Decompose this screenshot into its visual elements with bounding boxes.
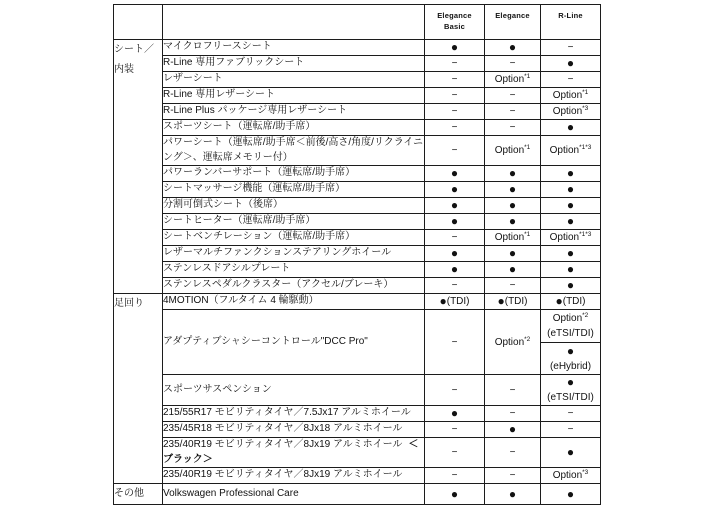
spec-value-cell [425,422,485,438]
spec-row [114,438,601,468]
standard-equipment-icon: ● [450,40,459,54]
category-label-line: シート／ [114,44,154,55]
column-header-line: Basic [443,22,465,31]
spec-row [114,422,601,438]
standard-equipment-icon: ● [508,198,517,212]
spec-value-line: − [509,58,516,69]
spec-row [114,310,601,375]
feature-label-cell: ステンレスドアシルプレート [163,262,425,278]
spec-value-line [541,246,600,261]
spec-value-line [541,56,600,71]
feature-label-cell: 分割可倒式シート（後席） [163,198,425,214]
spec-value-line: − [509,122,516,133]
spec-value-cell [485,230,541,246]
spec-value-line [485,262,540,277]
spec-value-line [541,166,600,181]
spec-value-cell [485,40,541,56]
spec-row [114,484,601,505]
spec-row [114,40,601,56]
spec-value-line: − [451,470,458,481]
spec-value-line: − [509,447,516,458]
spec-value-line: − [451,336,458,348]
feature-label-cell: 235/40R19 モビリティタイヤ／8Jx19 アルミホイール [163,468,425,484]
spec-value-cell [541,484,601,505]
spec-value-line: − [567,408,574,419]
column-header-line: Elegance [495,11,530,20]
standard-equipment-icon: ● [566,246,575,260]
spec-value-line [541,198,600,213]
spec-value-line [425,198,484,213]
spec-value-cell [541,88,601,104]
standard-equipment-icon: ● [566,120,575,134]
category-cell [114,294,163,484]
feature-label-cell: Volkswagen Professional Care [163,484,425,505]
spec-value-cell [425,56,485,72]
spec-row [114,136,601,166]
spec-value-cell [485,166,541,182]
spec-value-line: − [567,424,574,435]
standard-equipment-icon: ● [566,166,575,180]
spec-row [114,468,601,484]
spec-row [114,182,601,198]
feature-label-cell: R-Line Plus パッケージ専用レザーシート [163,104,425,120]
spec-value-line: − [509,106,516,117]
spec-value-line: − [451,74,458,85]
spec-value-cell [485,484,541,505]
option-footnote: *1*3 [579,231,592,238]
option-footnote: *1 [524,73,531,80]
spec-value-line [541,487,600,502]
feature-label-cell: 4MOTION（フルタイム 4 輪駆動） [163,294,425,310]
spec-value-line: Option$^{*1*3}$ [549,144,592,156]
equipment-spec-table [113,4,601,505]
spec-value-line: ●(TDI) [555,294,586,308]
column-header-elegance [485,5,541,40]
option-footnote: *3 [582,469,589,476]
spec-row [114,375,601,406]
spec-value-line: − [509,90,516,101]
spec-value-cell [541,198,601,214]
spec-value-cell [485,375,541,406]
spec-row [114,294,601,310]
spec-value-line: − [509,408,516,419]
feature-label-cell: R-Line 専用レザーシート [163,88,425,104]
spec-value-cell [425,198,485,214]
standard-equipment-icon: ● [566,198,575,212]
spec-value-cell [485,88,541,104]
spec-value-line: − [451,58,458,69]
spec-value-line [485,214,540,229]
option-footnote: *2 [582,312,589,319]
spec-value-cell [485,72,541,88]
spec-value-line [485,246,540,261]
spec-row [114,198,601,214]
spec-value-subcell [541,310,600,342]
spec-value-line: ●(TDI) [439,294,470,308]
spec-value-cell [541,294,601,310]
option-footnote: *2 [524,335,531,343]
category-header-cell [114,5,163,40]
standard-equipment-icon: ● [566,278,575,292]
standard-equipment-icon: ● [450,198,459,212]
standard-equipment-icon: ● [555,294,563,308]
spec-value-line [541,375,600,390]
spec-value-line [425,182,484,197]
option-footnote: *1 [582,89,589,96]
spec-value-line: − [509,470,516,481]
spec-value-cell [485,104,541,120]
spec-value-cell [541,438,601,468]
spec-value-cell [541,214,601,230]
spec-row [114,56,601,72]
spec-row [114,88,601,104]
spec-value-line: Option$^{*3}$ [552,469,589,481]
spec-value-line: (eTSI/TDI) [547,392,594,403]
standard-equipment-icon: ● [566,486,575,501]
spec-value-line: − [509,384,516,396]
spec-value-cell [541,230,601,246]
standard-equipment-icon: ● [508,262,517,276]
spec-value-cell [485,182,541,198]
standard-equipment-icon: ● [566,343,575,358]
spec-value-cell [541,166,601,182]
spec-value-line: ●(TDI) [497,294,528,308]
option-footnote: *1*3 [579,144,592,151]
column-header-r-line [541,5,601,40]
standard-equipment-icon: ● [497,294,505,308]
option-footnote: *1 [524,231,531,238]
spec-value-cell [425,375,485,406]
feature-label-cell: スポーツサスペンション [163,375,425,406]
spec-value-line [425,166,484,181]
spec-value-cell [541,40,601,56]
spec-value-cell [485,468,541,484]
spec-value-cell [425,40,485,56]
spec-value-line [541,445,600,460]
spec-value-line [485,198,540,213]
standard-equipment-icon: ● [508,182,517,196]
spec-value-cell [541,406,601,422]
spec-value-cell [425,136,485,166]
spec-value-cell [485,310,541,375]
spec-row [114,230,601,246]
spec-value-cell [425,120,485,136]
feature-label-cell: 235/45R18 モビリティタイヤ／8Jx18 アルミホイール [163,422,425,438]
spec-row [114,278,601,294]
spec-value-line [485,422,540,437]
spec-row [114,406,601,422]
feature-label-cell: スポーツシート（運転席/助手席） [163,120,425,136]
standard-equipment-icon: ● [566,375,575,389]
spec-value-cell [425,214,485,230]
spec-value-line [485,182,540,197]
spec-value-cell [425,294,485,310]
standard-equipment-icon: ● [566,182,575,196]
spec-value-cell [425,166,485,182]
standard-equipment-icon: ● [450,406,459,420]
spec-value-line [485,166,540,181]
spec-value-cell [485,422,541,438]
spec-value-line: − [567,74,574,85]
feature-label-cell: パワーシート（運転席/助手席＜前後/高さ/角度/リクライニング＞、運転席メモリー付） [163,136,425,166]
feature-header-cell [163,5,425,40]
spec-value-cell [425,484,485,505]
spec-value-line: − [451,145,458,156]
category-cell [114,484,163,505]
feature-label-cell: ステンレスペダルクラスター（アクセル/ブレーキ） [163,278,425,294]
feature-label-cell: レザーシート [163,72,425,88]
spec-value-line [425,262,484,277]
spec-value-line: − [451,90,458,101]
spec-value-cell [541,310,601,375]
spec-value-cell [425,104,485,120]
spec-value-cell [541,422,601,438]
standard-equipment-icon: ● [450,166,459,180]
spec-value-line: − [451,447,458,458]
spec-row [114,120,601,136]
feature-label-cell: シートベンチレーション（運転席/助手席） [163,230,425,246]
feature-label-cell: パワーランバーサポート（運転席/助手席） [163,166,425,182]
standard-equipment-icon: ● [439,294,447,308]
spec-row [114,166,601,182]
column-header-line: R-Line [558,11,583,20]
spec-row [114,246,601,262]
spec-value-line: Option$^{*1}$ [552,89,589,101]
spec-row [114,72,601,88]
category-label-line: 内装 [114,64,134,75]
spec-value-line [541,214,600,229]
spec-value-cell [425,246,485,262]
spec-value-line: − [451,384,458,396]
header-row [114,5,601,40]
spec-value-cell [425,72,485,88]
spec-value-cell [541,278,601,294]
spec-value-cell [541,136,601,166]
feature-label-cell: レザーマルチファンクションステアリングホイール [163,246,425,262]
option-footnote: *3 [582,105,589,112]
standard-equipment-icon: ● [566,262,575,276]
spec-value-cell [541,262,601,278]
spec-value-cell [425,262,485,278]
spec-value-line: Option$^{*2}$ [494,335,531,348]
spec-value-line: − [509,280,516,291]
standard-equipment-icon: ● [566,56,575,70]
spec-value-line: − [451,106,458,117]
standard-equipment-icon: ● [508,422,517,436]
spec-value-cell [425,88,485,104]
spec-value-cell [485,120,541,136]
feature-label-cell: シートヒーター（運転席/助手席） [163,214,425,230]
spec-value-line [541,278,600,293]
spec-value-cell [541,375,601,406]
spec-value-cell [425,438,485,468]
spec-value-line: Option$^{*3}$ [552,105,589,117]
spec-value-cell [485,56,541,72]
spec-value-cell [541,56,601,72]
column-header-elegance-basic [425,5,485,40]
standard-equipment-icon: ● [450,246,459,260]
spec-value-line [541,120,600,135]
spec-value-line: Option$^{*1}$ [494,144,531,156]
category-label-line: その他 [114,488,144,499]
spec-value-cell [541,120,601,136]
spec-value-line [425,246,484,261]
spec-value-cell [425,230,485,246]
spec-value-line [485,487,540,502]
spec-value-cell [425,310,485,375]
spec-value-line: − [451,424,458,435]
spec-value-line: Option$^{*2}$ [552,312,589,324]
spec-value-line [541,182,600,197]
spec-value-line: Option$^{*1}$ [494,231,531,243]
spec-row [114,214,601,230]
spec-value-cell [485,198,541,214]
spec-value-cell [485,438,541,468]
spec-value-line: Option$^{*1}$ [494,73,531,85]
standard-equipment-icon: ● [508,166,517,180]
category-label-line: 足回り [114,298,144,309]
spec-value-cell [485,262,541,278]
spec-value-line [485,40,540,55]
spec-row [114,262,601,278]
standard-equipment-icon: ● [450,214,459,228]
spec-value-cell [425,468,485,484]
feature-label-cell: 235/40R19 モビリティタイヤ／8Jx19 アルミホイール ＜ブラック＞ [163,438,425,468]
spec-value-cell [485,278,541,294]
spec-value-line [541,262,600,277]
standard-equipment-icon: ● [508,214,517,228]
feature-label-cell: 215/55R17 モビリティタイヤ／7.5Jx17 アルミホイール [163,406,425,422]
feature-label-cell: マイクロフリースシート [163,40,425,56]
spec-value-subcell [541,342,600,374]
spec-value-line [425,214,484,229]
spec-value-cell [541,468,601,484]
spec-value-cell [485,246,541,262]
spec-value-cell [425,406,485,422]
spec-value-line [567,344,574,359]
spec-value-line [425,406,484,421]
standard-equipment-icon: ● [450,262,459,276]
spec-value-line: − [451,122,458,133]
option-footnote: *1 [524,144,531,151]
spec-value-cell [541,182,601,198]
column-header-line: Elegance [437,11,472,20]
spec-value-line [425,487,484,502]
spec-row [114,104,601,120]
standard-equipment-icon: ● [566,445,575,459]
feature-label-cell: R-Line 専用ファブリックシート [163,56,425,72]
standard-equipment-icon: ● [566,214,575,228]
spec-value-cell [541,72,601,88]
spec-value-cell [485,406,541,422]
spec-value-cell [425,278,485,294]
spec-value-cell [541,246,601,262]
standard-equipment-icon: ● [450,486,459,501]
spec-value-cell [485,294,541,310]
spec-value-line: Option$^{*1*3}$ [549,231,592,243]
spec-value-line [425,40,484,55]
category-cell [114,40,163,294]
spec-value-line: − [451,280,458,291]
feature-label-cell: アダプティブシャシーコントロール"DCC Pro" [163,310,425,375]
spec-value-line: (eHybrid) [549,360,592,372]
spec-value-line: − [567,42,574,53]
spec-value-cell [425,182,485,198]
standard-equipment-icon: ● [450,182,459,196]
spec-value-cell [485,136,541,166]
feature-label-cell: シートマッサージ機能（運転席/助手席） [163,182,425,198]
standard-equipment-icon: ● [508,486,517,501]
spec-value-line: − [451,232,458,243]
spec-value-cell [485,214,541,230]
standard-equipment-icon: ● [508,40,517,54]
standard-equipment-icon: ● [508,246,517,260]
spec-value-cell [541,104,601,120]
feature-bold-suffix: ＜ブラック＞ [163,439,419,465]
spec-value-line: (eTSI/TDI) [547,328,594,339]
